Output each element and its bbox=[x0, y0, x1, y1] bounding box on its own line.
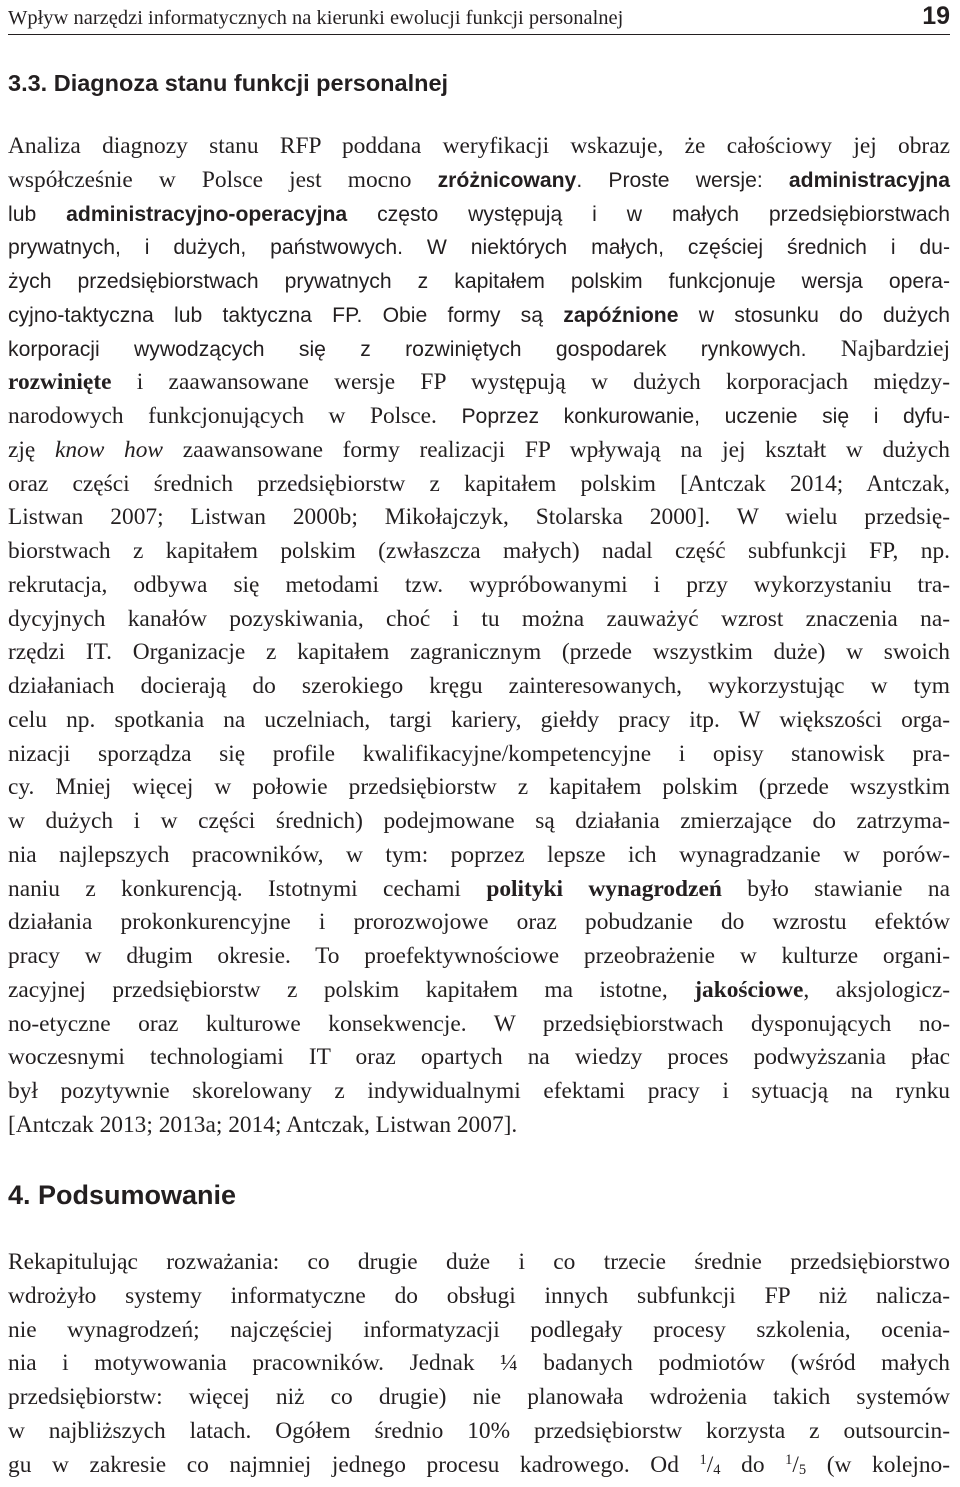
text-run: w stosunku do dużych bbox=[678, 303, 950, 327]
text-run: Analiza diagnozy stanu RFP poddana weryfikacji wskazuje, że całościowy jej obraz bbox=[8, 133, 950, 159]
text-line bbox=[8, 906, 950, 940]
text-line bbox=[8, 940, 950, 974]
text-line bbox=[8, 1008, 950, 1042]
text-run: nie wynagrodzeń; najczęściej informatyzacji podlegały procesy szkolenia, ocenia- bbox=[8, 1316, 950, 1343]
text-line bbox=[8, 1041, 950, 1075]
text-run: Najbardziej bbox=[840, 335, 950, 362]
text-line bbox=[8, 873, 950, 907]
text-run: cy. Mniej więcej w połowie przedsiębiorstw z kapitałem polskim (przede wszystkim bbox=[8, 774, 950, 801]
text-line bbox=[8, 839, 950, 873]
text-run: prywatnych, i dużych, państwowych. W niektórych małych, częściej średnich i du- bbox=[8, 236, 950, 260]
emphasized-term: jakościowe bbox=[694, 976, 804, 1003]
text-run: / bbox=[792, 1451, 799, 1478]
text-run: cyjno-taktyczna lub taktyczna FP. Obie formy są bbox=[8, 303, 564, 327]
text-run: zaawansowane formy realizacji FP wpływają na jej kształt w dużych bbox=[163, 436, 950, 463]
running-header bbox=[8, 4, 950, 35]
section-heading-4: 4. Podsumowanie bbox=[8, 1180, 237, 1210]
text-line bbox=[8, 1449, 950, 1483]
text-line bbox=[8, 974, 950, 1008]
text-line bbox=[8, 130, 950, 164]
emphasized-term: polityki wynagrodzeń bbox=[486, 875, 722, 902]
text-line bbox=[8, 1246, 950, 1280]
text-line bbox=[8, 1415, 950, 1449]
text-line bbox=[8, 366, 950, 400]
text-run: / bbox=[706, 1451, 714, 1478]
text-run: działaniach docierają do szerokiego kręgu zainteresowanych, wykorzystując w tym bbox=[8, 673, 950, 699]
text-run: współcześnie w Polsce jest mocno bbox=[8, 166, 438, 193]
section-heading-3-3: 3.3. Diagnoza stanu funkcji personalnej bbox=[8, 70, 449, 96]
text-line bbox=[8, 1381, 950, 1415]
text-line bbox=[8, 333, 950, 367]
text-line bbox=[8, 1109, 950, 1143]
text-line bbox=[8, 1347, 950, 1381]
text-run: [Antczak 2013; 2013a; 2014; Antczak, Listwan 2007]. bbox=[8, 1111, 518, 1138]
text-line bbox=[8, 501, 950, 535]
text-run: Listwan 2007; Listwan 2000b; Mikołajczyk, Stolarska 2000]. W wielu przedsię- bbox=[8, 504, 950, 531]
text-run: do bbox=[720, 1451, 786, 1478]
text-run: woczesnymi technologiami IT oraz opartych na wiedzy proces podwyższania płac bbox=[8, 1044, 950, 1071]
text-run: często występują i w małych przedsiębiorstwach bbox=[347, 202, 950, 226]
text-line bbox=[8, 636, 950, 670]
text-line bbox=[8, 805, 950, 839]
text-run: naniu z konkurencją. Istotnymi cechami bbox=[8, 875, 487, 902]
text-run: korporacji wywodzących się z rozwiniętych gospodarek rynkowych. bbox=[8, 337, 841, 361]
text-line bbox=[8, 164, 950, 198]
text-run: lub bbox=[8, 202, 67, 226]
italic-term: know how bbox=[54, 436, 164, 463]
text-line bbox=[8, 603, 950, 637]
text-run: dycyjnych kanałów pozyskiwania, choć i tu można zauważyć wzrost znaczenia na- bbox=[8, 605, 950, 632]
section-3-3-paragraph bbox=[8, 130, 950, 1143]
text-run: nia najlepszych pracowników, w tym: poprzez lepsze ich wynagradzanie w porów- bbox=[8, 841, 950, 868]
text-run: w dużych i w części średnich) podejmowane są działania zmierzające do zatrzyma- bbox=[8, 808, 950, 834]
emphasized-term: zróżnicowany bbox=[437, 168, 577, 192]
text-run: zacyjnej przedsiębiorstw z polskim kapitałem ma istotne, bbox=[8, 976, 695, 1003]
text-line bbox=[8, 198, 950, 232]
text-run: (w kolejno- bbox=[806, 1451, 951, 1478]
text-run: celu np. spotkania na uczelniach, targi kariery, giełdy pracy itp. W większości orga- bbox=[8, 706, 950, 733]
text-run: , aksjologicz- bbox=[803, 976, 951, 1003]
text-line bbox=[8, 1075, 950, 1109]
text-run: biorstwach z kapitałem polskim (zwłaszcza małych) nadal część subfunkcji FP, np. bbox=[8, 538, 950, 564]
text-run: . Proste wersje: bbox=[576, 168, 789, 192]
text-run: pracy w długim okresie. To proefektywnościowe przeobrażenie w kulturze organi- bbox=[8, 943, 950, 969]
text-run: Rekapitulując rozważania: co drugie duże i co trzecie średnie przedsiębiorstwo bbox=[8, 1249, 950, 1275]
text-run: Poprzez konkurowanie, uczenie się i dyfu- bbox=[461, 405, 950, 428]
section-4-paragraph bbox=[8, 1246, 950, 1482]
text-run: gu w zakresie co najmniej jednego procesu kadrowego. Od bbox=[8, 1451, 700, 1478]
text-run: oraz części średnich przedsiębiorstw z kapitałem polskim [Antczak 2014; Antczak, bbox=[8, 470, 950, 497]
text-line bbox=[8, 231, 950, 265]
text-line bbox=[8, 1314, 950, 1348]
emphasized-term: administracyjno-operacyjna bbox=[66, 202, 348, 226]
text-run: rzędzi IT. Organizacje z kapitałem zagranicznym (przede wszystkim duże) w swoich bbox=[8, 639, 950, 666]
text-line bbox=[8, 704, 950, 738]
text-line bbox=[8, 771, 950, 805]
text-line bbox=[8, 265, 950, 299]
text-run: było stawianie na bbox=[721, 875, 951, 902]
text-run: był pozytywnie skorelowany z indywidualnymi efektami pracy i sytuacją na rynku bbox=[8, 1078, 950, 1104]
fraction-denominator: 5 bbox=[798, 1461, 807, 1478]
emphasized-term: administracyjna bbox=[788, 168, 950, 192]
running-title: Wpływ narzędzi informatycznych na kierunki ewolucji funkcji personalnej bbox=[8, 7, 624, 29]
text-run: nizacji sporządza się profile kwalifikacyjne/kompetencyjne i opisy stanowisk pra- bbox=[8, 740, 950, 767]
text-line bbox=[8, 299, 950, 333]
text-line bbox=[8, 535, 950, 569]
text-line bbox=[8, 400, 950, 434]
text-line bbox=[8, 434, 950, 468]
text-line bbox=[8, 1280, 950, 1314]
text-run: zję bbox=[8, 436, 55, 463]
text-line bbox=[8, 738, 950, 772]
text-line bbox=[8, 468, 950, 502]
text-run: nia i motywowania pracowników. Jednak ¼ badanych podmiotów (wśród małych bbox=[8, 1350, 950, 1377]
text-run: żych przedsiębiorstwach prywatnych z kapitałem polskim funkcjonuje wersja opera- bbox=[8, 270, 950, 293]
fraction-numerator: 1 bbox=[699, 1451, 707, 1468]
text-run: wdrożyło systemy informatyczne do obsługi innych subfunkcji FP niż nalicza- bbox=[8, 1282, 950, 1309]
text-run: w najbliższych latach. Ogółem średnio 10% przedsiębiorstw korzysta z outsourcin- bbox=[8, 1417, 950, 1444]
emphasized-term: rozwinięte bbox=[8, 369, 112, 396]
text-run: działania prokonkurencyjne i prorozwojowe oraz pobudzanie do wzrostu efektów bbox=[8, 909, 950, 936]
fraction-numerator: 1 bbox=[785, 1451, 793, 1468]
text-run: no-etyczne oraz kulturowe konsekwencje. W przedsiębiorstwach dysponujących no- bbox=[8, 1010, 950, 1037]
text-line bbox=[8, 569, 950, 603]
text-run: i zaawansowane wersje FP występują w dużych korporacjach między- bbox=[111, 369, 950, 396]
text-run: rekrutacja, odbywa się metodami tzw. wypróbowanymi i przy wykorzystaniu tra- bbox=[8, 571, 950, 598]
text-run: przedsiębiorstw: więcej niż co drugie) nie planowała wdrożenia takich systemów bbox=[8, 1384, 950, 1410]
text-run: narodowych funkcjonujących w Polsce. bbox=[8, 403, 462, 429]
text-line bbox=[8, 670, 950, 704]
emphasized-term: zapóźnione bbox=[563, 303, 679, 327]
page-number: 19 bbox=[922, 2, 950, 30]
fraction-denominator: 4 bbox=[713, 1461, 721, 1478]
